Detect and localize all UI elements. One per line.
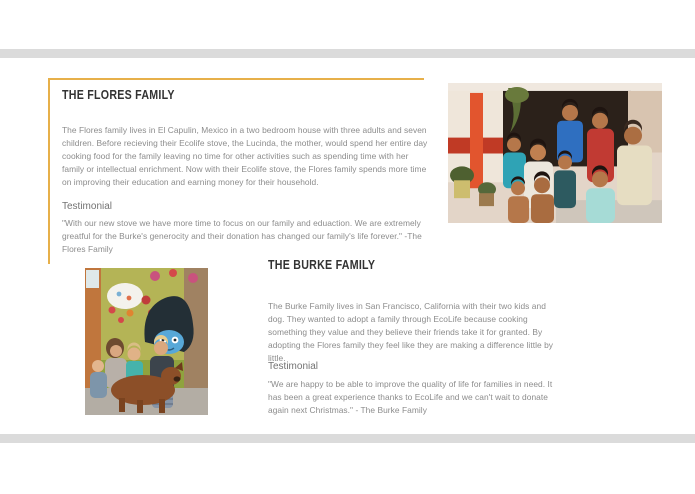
top-divider-bar <box>0 49 695 58</box>
bottom-divider-bar <box>0 434 695 443</box>
burke-section-title: THE BURKE FAMILY <box>268 257 376 272</box>
flores-testimonial-label: Testimonial <box>62 201 113 212</box>
burke-testimonial-quote: "We are happy to be able to improve the quality of life for families in need. It has been a great experience thanks to EcoLife and we can't wait to donate again next Christmas." - The Burke Family <box>268 379 553 416</box>
burke-description: The Burke Family lives in San Francisco, California with their two kids and dog. They wanted to adopt a family through EcoLife because cooking something they value and they believe their friends take it for granted. By adopting the Flores family they feel like they are making a difference little by little. <box>268 301 554 364</box>
flores-section-title: THE FLORES FAMILY <box>62 87 175 102</box>
burke-testimonial-label: Testimonial <box>268 361 319 372</box>
flores-testimonial-quote: "With our new stove we have more time to focus on our family and eduaction. We are extremely greatful for the Burke's generocity and their donation has changed our family's life forever." -The Flores Family <box>62 218 422 255</box>
flores-family-photo <box>448 83 662 223</box>
burke-family-photo <box>85 268 208 415</box>
flores-description: The Flores family lives in El Capulin, Mexico in a two bedroom house with three adults and seven children. Before recieving their Ecolife stove, the Lucinda, the mother, would spend her entire day cooking food for the family leaving no time for other activities such as spending time with her family or intellectual enrichment. Now with their Ecolife stove, the Flores family spends more time on improving their education and earning money for their household. <box>62 125 428 188</box>
